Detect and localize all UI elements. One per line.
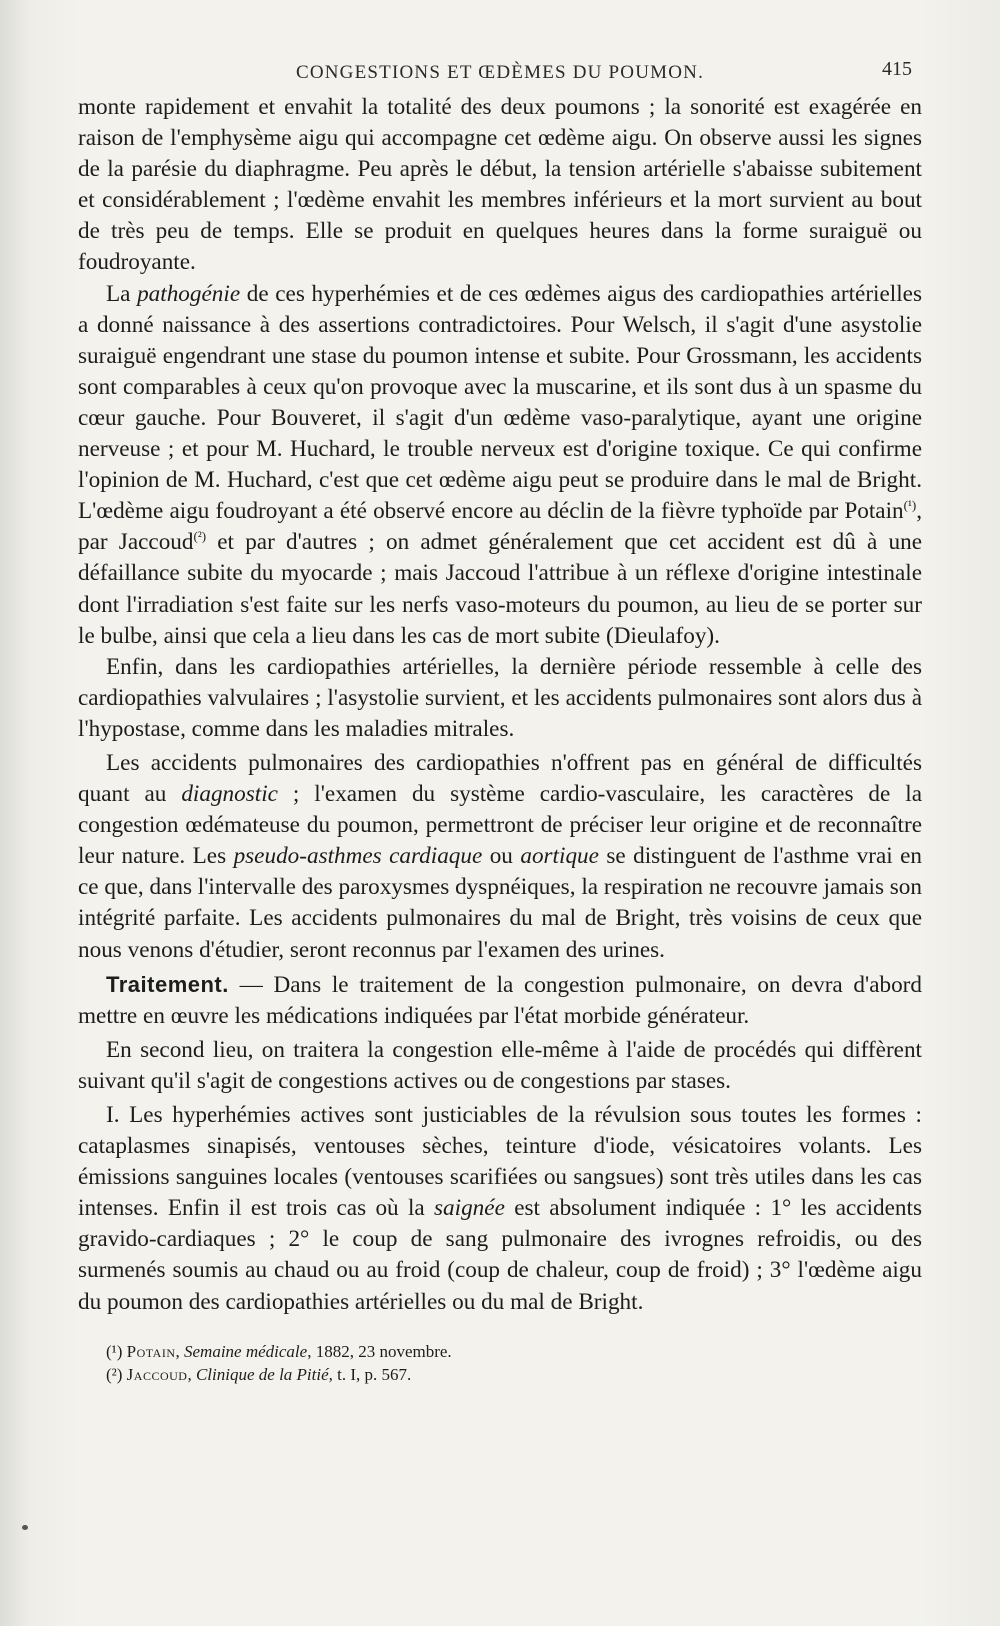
page-header [78, 52, 922, 92]
running-title: CONGESTIONS ET ŒDÈMES DU POUMON. [295, 62, 705, 83]
footnote-work: Clinique de la Pitié [195, 1364, 329, 1384]
footnote-marker: (¹) [106, 1341, 123, 1361]
paragraph-7 [78, 1100, 922, 1318]
footnote-1: (¹) Potain, Semaine médicale, 1882, 23 novembre. [106, 1341, 452, 1361]
footnotes [78, 1340, 922, 1386]
text-run: I. Les hyperhémies actives sont justiciables de la révulsion sous toutes les formes : cataplasmes sinapisés, ventouses sèches, teinture d'iode, vésicatoires volants. Les émissions sanguines locales (ventouses scarifiées ou sangsues) sont très utiles dans les cas intenses. Enfin il est trois cas où la [78, 1102, 922, 1222]
footnote-ref-1: (¹) [903, 497, 917, 513]
text-run: — Dans le traitement de la congestion pulmonaire, on devra d'abord mettre en œuvre les médications indiquées par l'état morbide générateur. [78, 971, 922, 1029]
footnote-author: Jaccoud [126, 1364, 188, 1384]
emphasis-aortique: aortique [520, 843, 599, 870]
footnote-marker: (²) [106, 1364, 123, 1384]
paragraph-3: Enfin, dans les cardiopathies artérielles, la dernière période ressemble à celle des cardiopathies valvulaires ; l'asystolie survient, et les accidents pulmonaires sont alors dus à l'hypostase, comme dans les maladies mitrales. [78, 653, 922, 742]
text-run: , par Jaccoud [78, 498, 922, 556]
text-run: ; l'examen du système cardio-vasculaire, les caractères de la congestion œdémateuse du poumon, permettront de préciser leur origine et de reconnaître leur nature. Les [78, 781, 923, 870]
text-run: La [106, 280, 138, 307]
footnote-rest: , t. I, p. 567. [328, 1364, 412, 1384]
emphasis-pseudo-asthmes: pseudo-asthmes cardiaque [233, 843, 483, 870]
paragraph-2 [78, 279, 922, 652]
margin-ink-dot [22, 1525, 28, 1530]
emphasis-diagnostic: diagnostic [181, 781, 278, 808]
text-run: de ces hyperhémies et de ces œdèmes aigus des cardiopathies artérielles a donné naissance à des assertions contradictoires. Pour Welsch, il s'agit d'une asystolie suraiguë engendrant une stase du poumon intense et subite. Pour Grossmann, les accidents sont comparables à ceux qu'on provoque avec la muscarine, et ils sont dus à un spasme du cœur gauche. Pour Bouveret, il s'agit d'un œdème vaso-paralytique, ayant une origine nerveuse ; et pour M. Huchard, le trouble nerveux est d'origine toxique. Ce qui confirme l'opinion de M. Huchard, c'est que cet œdème aigu peut se produire dans le mal de Bright. L'œdème aigu foudroyant a été observé encore au déclin de la fièvre typhoïde par Potain [78, 280, 922, 525]
text-run: se distinguent de l'asthme vrai en ce que, dans l'intervalle des paroxysmes dyspnéiques, la respiration ne recouvre jamais son intégrité parfaite. Les accidents pulmonaires du mal de Bright, très voisins de ceux que nous venons d'étudier, seront reconnus par l'examen des urines. [78, 843, 922, 963]
footnote-rest: , 1882, 23 novembre. [307, 1341, 452, 1361]
footnote-work: Semaine médicale [184, 1341, 308, 1361]
text-run: est absolument indiquée : 1° les accidents gravido-cardiaques ; 2° le coup de sang pulmonaire des ivrognes refroidis, ou des surmenés soumis au chaud ou au froid (coup de chaleur, coup de froid) ; 3° l'œdème aigu du poumon des cardiopathies artérielles ou du mal de Bright. [78, 1195, 922, 1315]
body-text [78, 92, 922, 1318]
emphasis-pathogenie: pathogénie [137, 280, 241, 307]
footnote-author: Potain [126, 1341, 176, 1361]
paragraph-4 [78, 748, 922, 966]
emphasis-saignee: saignée [434, 1195, 505, 1222]
paragraph-6: En second lieu, on traitera la congestion elle-même à l'aide de procédés qui diffèrent suivant qu'il s'agit de congestions actives ou de congestions par stases. [78, 1036, 922, 1094]
text-run: et par d'autres ; on admet généralement que cet accident est dû à une défaillance subite du myocarde ; mais Jaccoud l'attribue à un réflexe d'origine intestinale dont l'irradiation s'est faite sur les nerfs vaso-moteurs du poumon, au lieu de se porter sur le bulbe, ainsi que cela a lieu dans les cas de mort subite (Dieulafoy). [78, 529, 922, 649]
footnote-ref-2: (²) [193, 528, 207, 544]
section-heading-traitement: Traitement. [106, 971, 229, 997]
paragraph-5 [78, 969, 922, 1032]
text-run: Les accidents pulmonaires des cardiopathies n'offrent pas en général de difficultés quant au [78, 749, 922, 808]
page-number: 415 [882, 58, 912, 80]
text-run: ou [482, 843, 521, 870]
paragraph-1: monte rapidement et envahit la totalité des deux poumons ; la sonorité est exagérée en raison de l'emphysème aigu qui accompagne cet œdème aigu. On observe aussi les signes de la parésie du diaphragme. Peu après le début, la tension artérielle s'abaisse subitement et considérablement ; l'œdème envahit les membres inférieurs et la mort survient au bout de très peu de temps. Elle se produit en quelques heures dans la forme suraiguë ou foudroyante. [78, 94, 922, 276]
footnote-2: (²) Jaccoud, Clinique de la Pitié, t. I, p. 567. [106, 1364, 412, 1384]
